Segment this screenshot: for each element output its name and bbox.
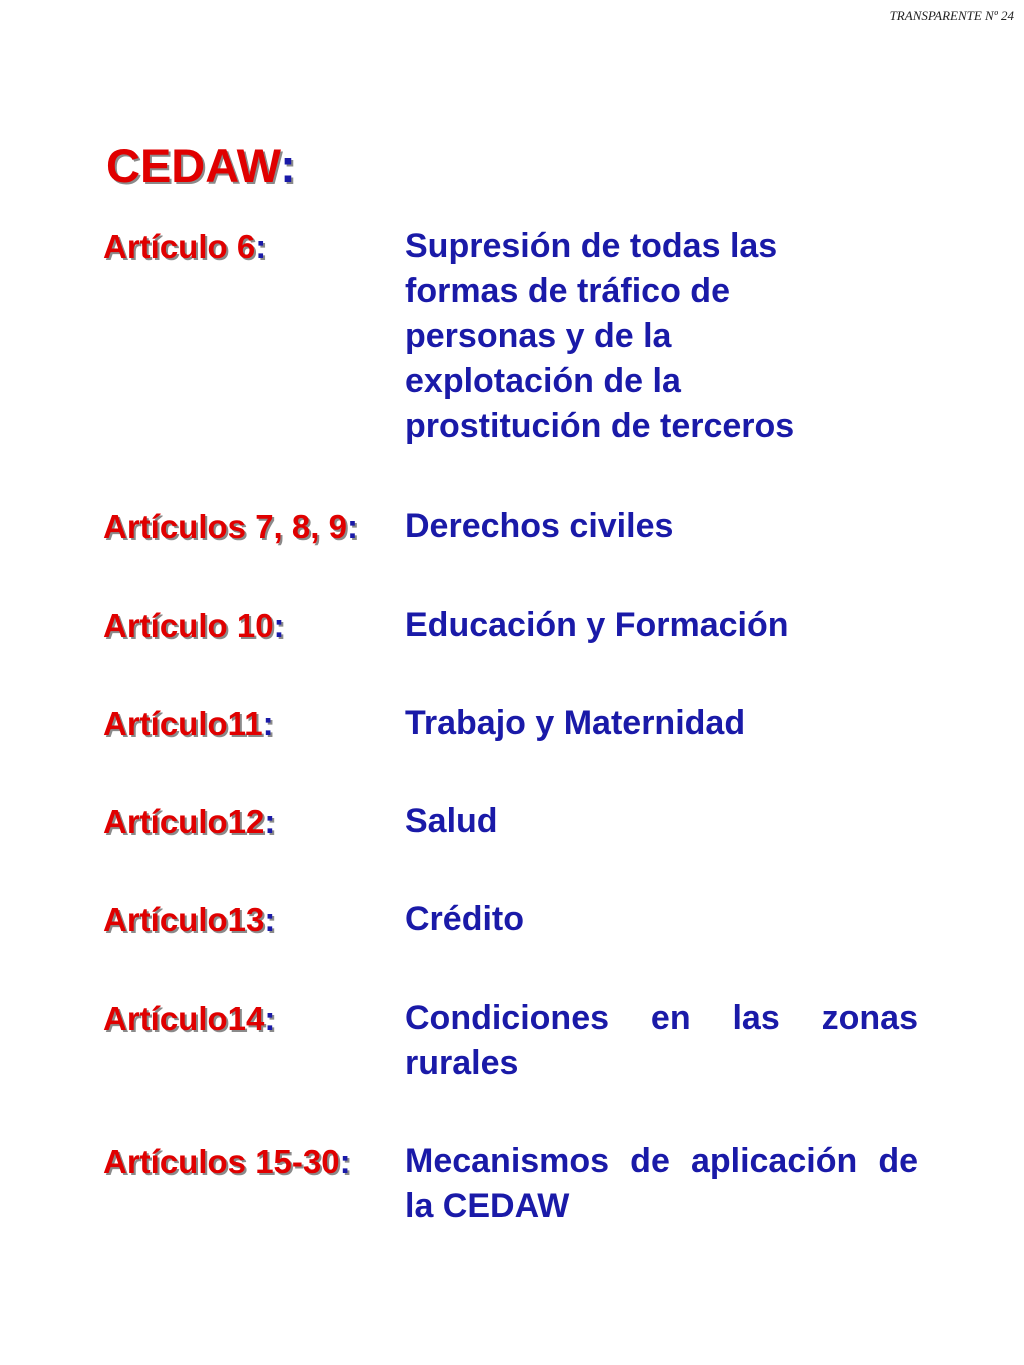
article-row-11	[103, 701, 918, 746]
article-label-text: Artículo12	[103, 803, 265, 840]
article-description: Condiciones en las zonas rurales	[405, 999, 918, 1082]
article-description: Trabajo y Maternidad	[405, 704, 746, 742]
article-label	[103, 799, 405, 844]
article-label-colon: :	[346, 508, 358, 545]
article-label	[103, 701, 405, 746]
article-row-14	[103, 996, 918, 1086]
article-description: Mecanismos de aplicación de la CEDAW	[405, 1142, 918, 1225]
article-label-text: Artículo13	[103, 901, 265, 938]
article-label	[103, 224, 405, 269]
article-label-colon: :	[273, 607, 285, 644]
article-row-13	[103, 897, 918, 942]
article-description: Supresión de todas las formas de tráfico de personas y de la explotación de la prostitución de terceros	[405, 227, 795, 445]
article-description: Derechos civiles	[405, 507, 674, 545]
article-label	[103, 897, 405, 942]
slide-number-note: TRANSPARENTE Nº 24	[889, 8, 1014, 23]
article-label	[103, 504, 405, 549]
article-description: Salud	[405, 802, 498, 840]
article-row-10	[103, 603, 918, 648]
article-label-text: Artículo14	[103, 1000, 265, 1037]
article-label-text: Artículo11	[103, 705, 263, 742]
article-row-6	[103, 224, 918, 449]
title-colon: :	[280, 139, 296, 192]
article-row-12	[103, 799, 918, 844]
article-label-text: Artículo 6	[103, 228, 256, 265]
article-label-colon: :	[339, 1143, 351, 1180]
article-description: Educación y Formación	[405, 606, 789, 644]
article-label	[103, 1139, 405, 1184]
article-label-colon: :	[262, 705, 274, 742]
article-label-colon: :	[255, 228, 267, 265]
article-label-text: Artículos 15-30	[103, 1143, 340, 1180]
article-label-text: Artículos 7, 8, 9	[103, 508, 347, 545]
article-label-colon: :	[264, 901, 276, 938]
article-label	[103, 603, 405, 648]
article-label-colon: :	[264, 803, 276, 840]
article-description: Crédito	[405, 900, 524, 938]
article-label-text: Artículo 10	[103, 607, 274, 644]
title-text: CEDAW	[106, 139, 281, 192]
article-row-15-30	[103, 1139, 918, 1229]
article-row-7-8-9	[103, 504, 918, 549]
page-title	[106, 138, 296, 194]
article-label-colon: :	[264, 1000, 276, 1037]
article-label	[103, 996, 405, 1041]
